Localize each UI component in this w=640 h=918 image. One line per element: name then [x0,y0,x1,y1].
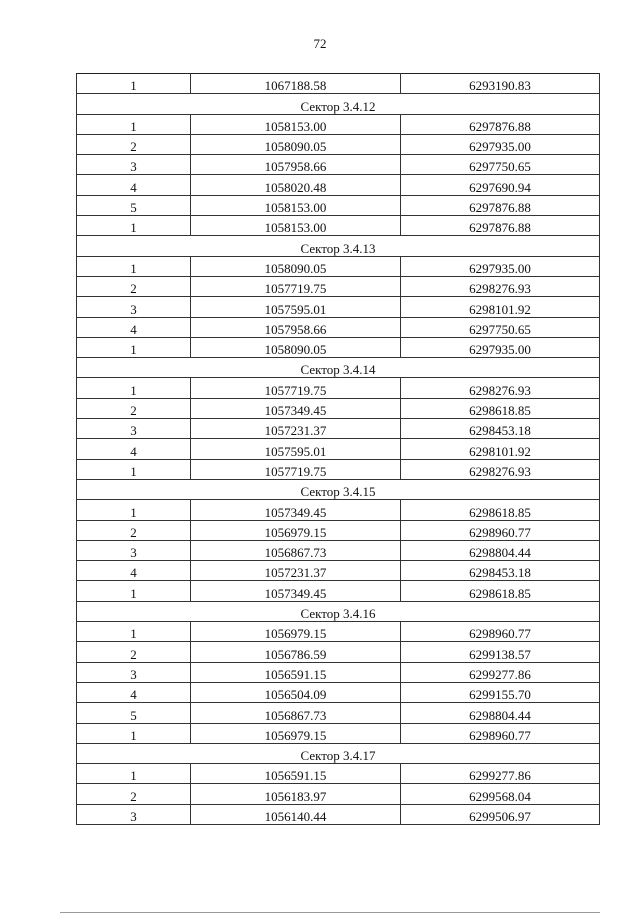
point-number-cell: 2 [77,520,191,540]
point-number-cell: 1 [77,216,191,236]
sector-header-row [77,743,600,763]
y-coordinate-cell: 6297690.94 [401,175,600,195]
y-coordinate-cell: 6298276.93 [401,459,600,479]
y-coordinate-cell: 6298276.93 [401,276,600,296]
x-coordinate-cell: 1057349.45 [191,398,401,418]
x-coordinate-cell: 1058090.05 [191,256,401,276]
y-coordinate-cell: 6298960.77 [401,520,600,540]
table-row [77,134,600,154]
coordinates-table [76,73,600,825]
y-coordinate-cell: 6299277.86 [401,662,600,682]
y-coordinate-cell: 6293190.83 [401,74,600,94]
point-number-cell: 4 [77,682,191,702]
table-row [77,764,600,784]
y-coordinate-cell: 6299277.86 [401,764,600,784]
x-coordinate-cell: 1056504.09 [191,682,401,702]
x-coordinate-cell: 1057719.75 [191,276,401,296]
point-number-cell: 1 [77,256,191,276]
table-row [77,682,600,702]
table-row [77,297,600,317]
y-coordinate-cell: 6298804.44 [401,540,600,560]
y-coordinate-cell: 6298960.77 [401,723,600,743]
point-number-cell: 1 [77,723,191,743]
table-row [77,398,600,418]
table-row [77,459,600,479]
table-row [77,804,600,824]
y-coordinate-cell: 6298960.77 [401,622,600,642]
y-coordinate-cell: 6297876.88 [401,195,600,215]
y-coordinate-cell: 6297876.88 [401,114,600,134]
x-coordinate-cell: 1067188.58 [191,74,401,94]
point-number-cell: 1 [77,622,191,642]
y-coordinate-cell: 6299155.70 [401,682,600,702]
x-coordinate-cell: 1057719.75 [191,378,401,398]
point-number-cell: 5 [77,703,191,723]
sector-label: Сектор 3.4.13 [77,236,600,256]
y-coordinate-cell: 6298101.92 [401,439,600,459]
x-coordinate-cell: 1058090.05 [191,134,401,154]
x-coordinate-cell: 1058153.00 [191,114,401,134]
x-coordinate-cell: 1057958.66 [191,317,401,337]
point-number-cell: 1 [77,581,191,601]
table-row [77,439,600,459]
y-coordinate-cell: 6298804.44 [401,703,600,723]
y-coordinate-cell: 6298618.85 [401,581,600,601]
sector-header-row [77,236,600,256]
table-row [77,723,600,743]
page-bottom-rule [60,912,600,913]
x-coordinate-cell: 1057595.01 [191,439,401,459]
table-row [77,155,600,175]
point-number-cell: 2 [77,134,191,154]
y-coordinate-cell: 6298101.92 [401,297,600,317]
x-coordinate-cell: 1057231.37 [191,419,401,439]
point-number-cell: 1 [77,114,191,134]
point-number-cell: 3 [77,419,191,439]
sector-label: Сектор 3.4.17 [77,743,600,763]
x-coordinate-cell: 1058090.05 [191,337,401,357]
point-number-cell: 4 [77,561,191,581]
point-number-cell: 3 [77,297,191,317]
table-row [77,540,600,560]
y-coordinate-cell: 6298618.85 [401,398,600,418]
sector-label: Сектор 3.4.14 [77,358,600,378]
table-row [77,175,600,195]
point-number-cell: 1 [77,74,191,94]
y-coordinate-cell: 6297935.00 [401,134,600,154]
table-row [77,622,600,642]
x-coordinate-cell: 1057349.45 [191,581,401,601]
x-coordinate-cell: 1056979.15 [191,622,401,642]
table-row [77,337,600,357]
x-coordinate-cell: 1057595.01 [191,297,401,317]
sector-label: Сектор 3.4.16 [77,601,600,621]
table-row [77,662,600,682]
x-coordinate-cell: 1057349.45 [191,500,401,520]
x-coordinate-cell: 1057958.66 [191,155,401,175]
y-coordinate-cell: 6297935.00 [401,337,600,357]
point-number-cell: 5 [77,195,191,215]
table-row [77,195,600,215]
table-row [77,114,600,134]
point-number-cell: 1 [77,500,191,520]
x-coordinate-cell: 1058153.00 [191,216,401,236]
table-row [77,500,600,520]
point-number-cell: 1 [77,459,191,479]
x-coordinate-cell: 1056591.15 [191,764,401,784]
sector-header-row [77,358,600,378]
y-coordinate-cell: 6298618.85 [401,500,600,520]
table-row [77,276,600,296]
point-number-cell: 2 [77,642,191,662]
point-number-cell: 3 [77,155,191,175]
x-coordinate-cell: 1056183.97 [191,784,401,804]
sector-header-row [77,94,600,114]
y-coordinate-cell: 6299568.04 [401,784,600,804]
table-row [77,642,600,662]
table-row [77,74,600,94]
point-number-cell: 1 [77,378,191,398]
y-coordinate-cell: 6299506.97 [401,804,600,824]
x-coordinate-cell: 1057719.75 [191,459,401,479]
table-row [77,216,600,236]
table-row [77,378,600,398]
point-number-cell: 4 [77,175,191,195]
y-coordinate-cell: 6297750.65 [401,155,600,175]
point-number-cell: 4 [77,317,191,337]
point-number-cell: 3 [77,662,191,682]
point-number-cell: 1 [77,337,191,357]
x-coordinate-cell: 1056979.15 [191,520,401,540]
point-number-cell: 3 [77,540,191,560]
x-coordinate-cell: 1058153.00 [191,195,401,215]
page-number: 72 [313,36,327,51]
point-number-cell: 3 [77,804,191,824]
table-row [77,520,600,540]
coordinates-table-body [77,74,600,825]
sector-label: Сектор 3.4.15 [77,479,600,499]
y-coordinate-cell: 6299138.57 [401,642,600,662]
y-coordinate-cell: 6297935.00 [401,256,600,276]
point-number-cell: 2 [77,398,191,418]
x-coordinate-cell: 1056140.44 [191,804,401,824]
sector-header-row [77,601,600,621]
y-coordinate-cell: 6298276.93 [401,378,600,398]
y-coordinate-cell: 6298453.18 [401,419,600,439]
table-row [77,581,600,601]
x-coordinate-cell: 1056867.73 [191,540,401,560]
table-row [77,703,600,723]
x-coordinate-cell: 1058020.48 [191,175,401,195]
table-row [77,561,600,581]
table-row [77,256,600,276]
table-row [77,317,600,337]
sector-header-row [77,479,600,499]
x-coordinate-cell: 1056867.73 [191,703,401,723]
y-coordinate-cell: 6297876.88 [401,216,600,236]
point-number-cell: 2 [77,784,191,804]
x-coordinate-cell: 1056786.59 [191,642,401,662]
x-coordinate-cell: 1056979.15 [191,723,401,743]
y-coordinate-cell: 6297750.65 [401,317,600,337]
sector-label: Сектор 3.4.12 [77,94,600,114]
point-number-cell: 2 [77,276,191,296]
x-coordinate-cell: 1056591.15 [191,662,401,682]
table-row [77,419,600,439]
point-number-cell: 1 [77,764,191,784]
table-row [77,784,600,804]
x-coordinate-cell: 1057231.37 [191,561,401,581]
point-number-cell: 4 [77,439,191,459]
y-coordinate-cell: 6298453.18 [401,561,600,581]
